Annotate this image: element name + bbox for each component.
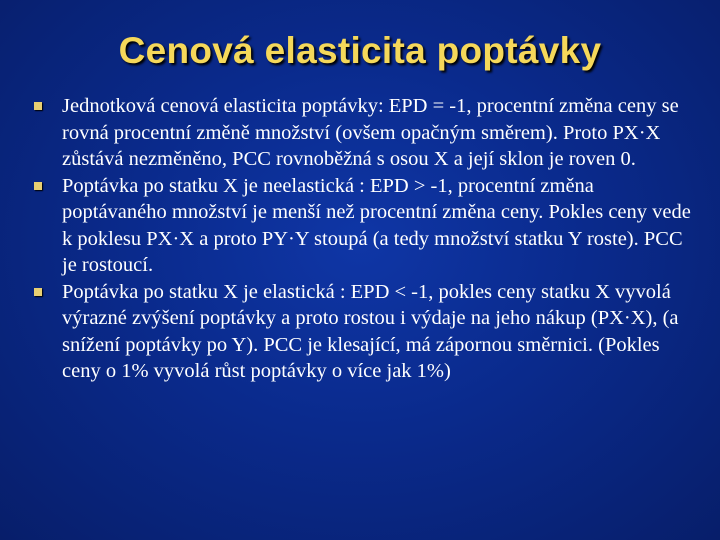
bullet-text: Jednotková cenová elasticita poptávky: EPD = -1, procentní změna ceny se rovná procentní změně množství (ovšem opačným směrem). Proto PX·X zůstává nezměněno, PCC rovnoběžná s osou X a její sklon je roven 0. — [62, 95, 679, 170]
bullet-text: Poptávka po statku X je neelastická : EPD > -1, procentní změna poptávaného množství je menší než procentní změna ceny. Pokles ceny vede k poklesu PX·X a proto PY·Y stoupá (a tedy množství statku Y roste). PCC je rostoucí. — [62, 174, 691, 276]
square-bullet-icon — [34, 288, 42, 296]
slide-title: Cenová elasticita poptávky — [118, 30, 602, 71]
bullet-text: Poptávka po statku X je elastická : EPD < -1, pokles ceny statku X vyvolá výrazné zvýšení poptávky a proto rostou i výdaje na jeho nákup (PX·X), (a snížení poptávky po Y). PCC je klesající, má zápornou směrnici. (Pokles ceny o 1% vyvolá růst poptávky o více jak 1%) — [62, 280, 679, 382]
square-bullet-icon — [34, 182, 42, 190]
bullet-item — [34, 93, 694, 173]
square-bullet-icon — [34, 102, 42, 110]
bullet-list — [34, 93, 694, 385]
bullet-item — [34, 173, 694, 279]
bullet-item — [34, 279, 694, 385]
